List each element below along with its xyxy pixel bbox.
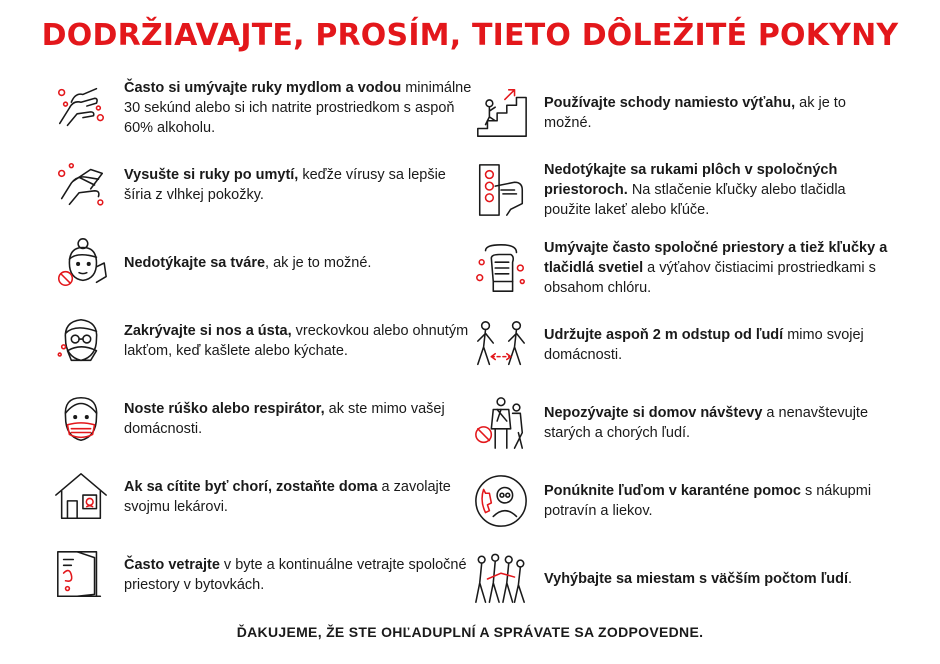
- stay-home-icon: [52, 468, 110, 526]
- instruction-text: Ak sa cítite byť chorí, zostaňte doma a zavolajte svojmu lekárovi.: [124, 479, 451, 515]
- footer-thanks: ĎAKUJEME, ŽE STE OHĽADUPLNÍ A SPRÁVATE SA ZODPOVEDNE.: [236, 624, 704, 640]
- instruction-text: Vysušte si ruky po umytí, keďže vírusy sa lepšie šíria z vlhkej pokožky.: [124, 167, 446, 203]
- instruction-clean-surfaces: [472, 238, 892, 298]
- instruction-no-visitors: [472, 394, 892, 452]
- face-mask-icon: [52, 390, 110, 448]
- open-window-icon: [52, 546, 110, 604]
- distance-icon: [472, 316, 530, 374]
- instruction-text: Zakrývajte si nos a ústa, vreckovkou alebo ohnutým lakťom, keď kašlete alebo kýchate.: [124, 323, 469, 359]
- instruction-text: Nepozývajte si domov návštevy a nenavštevujte starých a chorých ľudí.: [544, 405, 869, 441]
- instruction-handwash: [52, 78, 472, 138]
- instruction-stay-home: [52, 468, 472, 526]
- instruction-text: Udržujte aspoň 2 m odstup od ľudí mimo svojej domácnosti.: [544, 327, 864, 363]
- instruction-text: Používajte schody namiesto výťahu, ak je to možné.: [544, 95, 846, 131]
- phone-help-icon: [472, 472, 530, 530]
- instruction-no-touch-surfaces: [472, 160, 892, 220]
- instruction-ventilate: [52, 546, 472, 604]
- hand-dry-icon: [52, 156, 110, 214]
- instruction-text: Umývajte často spoločné priestory a tiež kľučky a tlačidlá svetiel a výťahov čistiacimi prostriedkami s obsahom chlóru.: [544, 240, 888, 296]
- instruction-text: Nedotýkajte sa rukami plôch v spoločných priestoroch. Na stlačenie kľučky alebo tlačidla použite lakeť alebo kľúče.: [544, 162, 846, 218]
- instruction-text: Ponúknite ľuďom v karanténe pomoc s nákupmi potravín a liekov.: [544, 483, 872, 519]
- handwash-icon: [52, 79, 110, 137]
- instruction-text: Často vetrajte v byte a kontinuálne vetrajte spoločné priestory v bytovkách.: [124, 557, 467, 593]
- no-visitors-icon: [472, 394, 530, 452]
- crowd-icon: [472, 550, 530, 608]
- page-title: DODRŽIAVAJTE, PROSÍM, TIETO DÔLEŽITÉ POKYNY: [41, 18, 899, 53]
- instruction-text: Noste rúško alebo respirátor, ak ste mimo vašej domácnosti.: [124, 401, 445, 437]
- cover-mouth-icon: [52, 312, 110, 370]
- no-face-touch-icon: [52, 234, 110, 292]
- instruction-dry-hands: [52, 156, 472, 214]
- instruction-avoid-crowds: [472, 550, 892, 608]
- instruction-stairs: [472, 84, 892, 142]
- instruction-text: Často si umývajte ruky mydlom a vodou minimálne 30 sekúnd alebo si ich natrite prostriedkom s aspoň 60% alkoholu.: [124, 80, 472, 136]
- instruction-offer-help: [472, 472, 892, 530]
- instruction-cover-mouth: [52, 312, 472, 370]
- stairs-icon: [472, 84, 530, 142]
- instruction-face-mask: [52, 390, 472, 448]
- elevator-button-icon: [472, 161, 530, 219]
- instruction-text: Vyhýbajte sa miestam s väčším počtom ľudí.: [544, 571, 853, 587]
- instruction-distance: [472, 316, 892, 374]
- instruction-no-face-touch: [52, 234, 472, 292]
- instruction-text: Nedotýkajte sa tváre, ak je to možné.: [124, 255, 372, 271]
- cleaning-glove-icon: [472, 239, 530, 297]
